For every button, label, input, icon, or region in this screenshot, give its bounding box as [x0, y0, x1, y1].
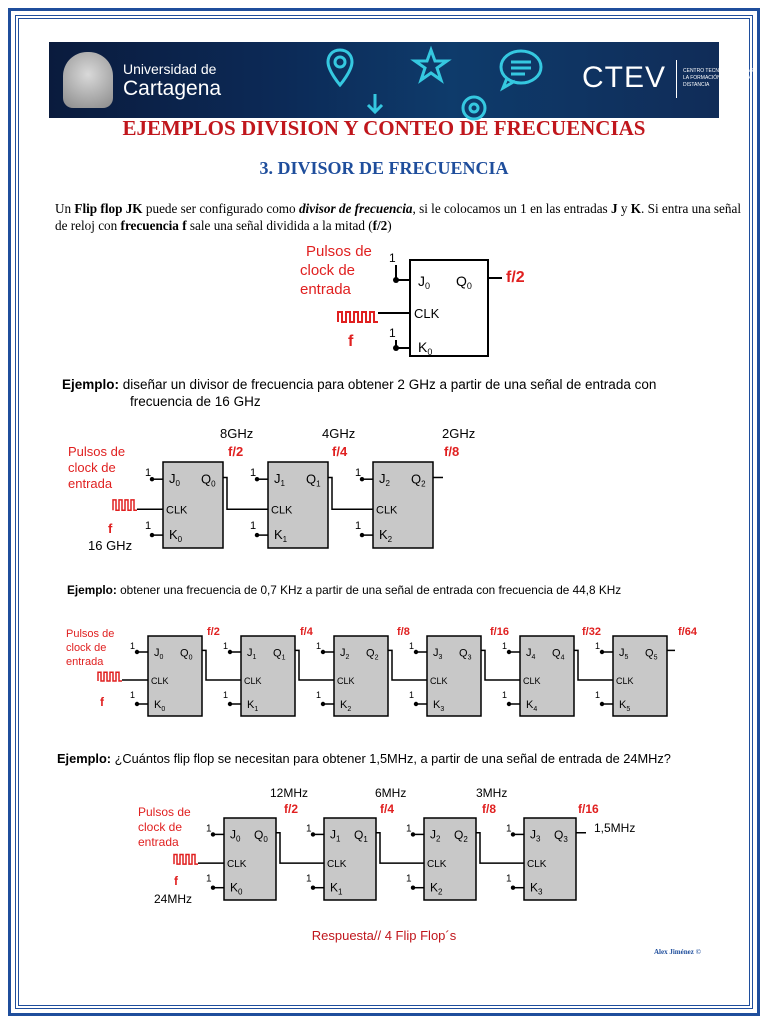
k-node-0 — [150, 533, 154, 537]
d1-k-label: $K_0$ — [418, 339, 433, 357]
j-label-1: $J_1$ — [274, 471, 285, 489]
diagram-3-ff-chain — [60, 420, 490, 560]
d2-ratio-2: f/8 — [444, 444, 460, 459]
d4-ratio-2: f/8 — [482, 802, 497, 816]
q-label-0: $Q_0$ — [201, 471, 216, 489]
author-credit: Alex Jiménez © — [654, 948, 701, 956]
d4-freq-in: 24MHz — [154, 892, 193, 906]
d3-input-label-3: entrada — [66, 656, 104, 668]
d2-ratio-0: f/2 — [228, 444, 244, 459]
d4-input-label-2: clock de — [138, 820, 183, 834]
k-node-1 — [228, 702, 232, 706]
j-label-2: $J_2$ — [340, 647, 350, 661]
j-label-0: $J_0$ — [169, 471, 180, 489]
d3-ratio-0: f/2 — [207, 626, 220, 638]
d2-input-label-3: entrada — [68, 476, 113, 491]
j-label-2: $J_2$ — [430, 827, 441, 844]
section-title: 3. DIVISOR DE FRECUENCIA — [259, 158, 509, 178]
j-node-5 — [600, 650, 604, 654]
d2-freq-2: 2GHz — [442, 426, 476, 441]
d3-ratio-1: f/4 — [300, 626, 313, 638]
clk-label-2: CLK — [427, 859, 447, 871]
q-label-5: $Q_5$ — [645, 647, 658, 662]
q-wire-0 — [202, 650, 241, 680]
k-node-2 — [360, 533, 364, 537]
j-one-0: 1 — [130, 641, 136, 651]
d3-f-label: f — [100, 695, 104, 709]
clk-label-3: CLK — [430, 676, 448, 686]
q-label-2: $Q_2$ — [366, 647, 379, 662]
d3-ratio-5: f/64 — [678, 626, 697, 638]
j-one-5: 1 — [595, 641, 601, 651]
d4-f-label: f — [174, 874, 178, 888]
j-one-1: 1 — [250, 467, 257, 480]
d4-input-label-1: Pulsos de — [138, 805, 191, 819]
answer-text: Respuesta// 4 Flip Flop´s — [311, 928, 457, 943]
d1-output-label: f/2 — [506, 269, 525, 286]
k-one-0: 1 — [145, 520, 152, 533]
j-node-4 — [507, 650, 511, 654]
star-icon — [413, 48, 449, 82]
k-label-1: $K_1$ — [247, 699, 259, 713]
clk-label-1: CLK — [327, 859, 347, 871]
j-label-4: $J_4$ — [526, 647, 536, 661]
ctev-subtitle: CENTRO TECNOLÓGICO PARA LA FORMACIÓN VIRTUAL Y A DISTANCIA — [683, 68, 757, 88]
k-one-0: 1 — [206, 873, 212, 885]
k-node-1 — [255, 533, 259, 537]
d4-freq-1: 6MHz — [375, 786, 407, 800]
university-name-line2: Cartagena — [123, 77, 222, 100]
d1-clock-wave — [338, 312, 378, 322]
k-node-0 — [211, 886, 215, 890]
d4-ratio-3: f/16 — [578, 802, 599, 816]
k-one-3: 1 — [409, 690, 415, 700]
ctev-logo: CTEV — [582, 61, 667, 94]
d1-input-label-1: Pulsos de — [306, 243, 372, 260]
k-node-0 — [135, 702, 139, 706]
j-label-1: $J_1$ — [330, 827, 341, 844]
d2-input-label-1: Pulsos de — [68, 444, 126, 459]
clk-label-2: CLK — [337, 676, 355, 686]
d1-input-label-3: entrada — [300, 281, 351, 298]
clk-label-0: CLK — [227, 859, 247, 871]
diagram-4-ff-chain — [130, 782, 650, 912]
example-2-text: Ejemplo: obtener una frecuencia de 0,7 KHz a partir de una señal de entrada con frecuencia de 44,8 KHz — [67, 583, 622, 597]
q-label-2: $Q_2$ — [411, 471, 426, 489]
j-label-0: $J_0$ — [154, 647, 164, 661]
d2-freq-0: 8GHz — [220, 426, 254, 441]
j-one-3: 1 — [409, 641, 415, 651]
q-label-2: $Q_2$ — [454, 827, 468, 844]
page-title: EJEMPLOS DIVISION Y CONTEO DE FRECUENCIAS — [122, 116, 646, 140]
k-one-1: 1 — [223, 690, 229, 700]
k-one-3: 1 — [506, 873, 512, 885]
k-label-1: $K_1$ — [330, 880, 343, 897]
chat-bubble-icon — [497, 48, 545, 92]
j-label-3: $J_3$ — [433, 647, 443, 661]
j-label-1: $J_1$ — [247, 647, 257, 661]
d1-one-j: 1 — [389, 251, 396, 265]
k-label-2: $K_2$ — [379, 527, 393, 545]
q-wire-0 — [223, 477, 268, 509]
d2-f-label: f — [108, 521, 113, 536]
intro-paragraph: Un Flip flop JK puede ser configurado como divisor de frecuencia, si le colocamos un 1 en las entradas J y K. Si entra una señal de reloj con frecuencia f sale una señal dividida a la mitad (f/2) — [55, 201, 742, 233]
q-wire-2 — [476, 833, 524, 863]
k-node-2 — [321, 702, 325, 706]
clk-label-1: CLK — [244, 676, 262, 686]
k-label-3: $K_3$ — [530, 880, 543, 897]
j-node-1 — [228, 650, 232, 654]
j-one-2: 1 — [355, 467, 362, 480]
j-one-1: 1 — [306, 823, 312, 835]
d1-clk-label: CLK — [414, 306, 440, 321]
k-node-3 — [511, 886, 515, 890]
university-name-line1: Universidad de — [123, 61, 217, 77]
k-one-1: 1 — [306, 873, 312, 885]
d2-input-label-2: clock de — [68, 460, 116, 475]
k-node-2 — [411, 886, 415, 890]
k-label-0: $K_0$ — [169, 527, 183, 545]
k-node-5 — [600, 702, 604, 706]
d4-freq-0: 12MHz — [270, 786, 309, 800]
q-wire-1 — [328, 477, 373, 509]
clock-wave — [113, 500, 137, 510]
diagram-6-ff-chain — [62, 620, 712, 720]
k-one-2: 1 — [355, 520, 362, 533]
k-label-0: $K_0$ — [154, 699, 166, 713]
clk-label-1: CLK — [271, 504, 293, 517]
q-label-3: $Q_3$ — [554, 827, 568, 844]
k-one-4: 1 — [502, 690, 508, 700]
j-one-0: 1 — [145, 467, 152, 480]
clk-label-4: CLK — [523, 676, 541, 686]
k-label-4: $K_4$ — [526, 699, 538, 713]
j-label-0: $J_0$ — [230, 827, 241, 844]
diagram-single-ff — [290, 240, 540, 360]
j-one-2: 1 — [316, 641, 322, 651]
j-one-3: 1 — [506, 823, 512, 835]
j-one-2: 1 — [406, 823, 412, 835]
d1-f-label: f — [348, 333, 354, 350]
k-one-0: 1 — [130, 690, 136, 700]
k-node-4 — [507, 702, 511, 706]
j-node-2 — [321, 650, 325, 654]
j-one-1: 1 — [223, 641, 229, 651]
clk-label-3: CLK — [527, 859, 547, 871]
d1-input-label-2: clock de — [300, 262, 356, 279]
clk-label-5: CLK — [616, 676, 634, 686]
j-one-4: 1 — [502, 641, 508, 651]
d3-ratio-4: f/32 — [582, 626, 601, 638]
k-label-1: $K_1$ — [274, 527, 288, 545]
k-one-1: 1 — [250, 520, 257, 533]
logo-divider — [676, 60, 677, 98]
d3-input-label-2: clock de — [66, 642, 107, 654]
d3-ratio-2: f/8 — [397, 626, 410, 638]
clock-wave — [98, 672, 122, 681]
download-icon — [365, 92, 385, 118]
q-wire-4 — [574, 650, 613, 680]
d4-input-label-3: entrada — [138, 835, 179, 849]
university-seal-icon — [63, 52, 113, 108]
k-node-3 — [414, 702, 418, 706]
d4-freq-2: 3MHz — [476, 786, 508, 800]
d2-ratio-1: f/4 — [332, 444, 348, 459]
d3-input-label-1: Pulsos de — [66, 628, 115, 640]
q-label-0: $Q_0$ — [180, 647, 193, 662]
k-node-1 — [311, 886, 315, 890]
q-label-0: $Q_0$ — [254, 827, 268, 844]
q-wire-1 — [295, 650, 334, 680]
d1-q-label: $Q_0$ — [456, 273, 472, 291]
q-label-1: $Q_1$ — [273, 647, 286, 662]
d3-ratio-3: f/16 — [490, 626, 509, 638]
example-1-text: Ejemplo: diseñar un divisor de frecuencia para obtener 2 GHz a partir de una señal de entrada con frecuencia de 16 GHz — [62, 377, 657, 409]
j-one-0: 1 — [206, 823, 212, 835]
clk-label-2: CLK — [376, 504, 398, 517]
location-pin-icon — [325, 48, 355, 88]
q-label-3: $Q_3$ — [459, 647, 472, 662]
j-node-0 — [135, 650, 139, 654]
k-label-0: $K_0$ — [230, 880, 243, 897]
j-node-3 — [414, 650, 418, 654]
q-label-4: $Q_4$ — [552, 647, 565, 662]
q-wire-2 — [388, 650, 427, 680]
d4-final-out: 1,5MHz — [594, 821, 636, 835]
header-banner — [49, 42, 757, 118]
clk-label-0: CLK — [151, 676, 169, 686]
k-label-2: $K_2$ — [430, 880, 443, 897]
q-wire-0 — [276, 833, 324, 863]
d2-freq-in: 16 GHz — [88, 538, 133, 553]
k-one-2: 1 — [406, 873, 412, 885]
k-one-2: 1 — [316, 690, 322, 700]
k-label-2: $K_2$ — [340, 699, 352, 713]
d2-freq-1: 4GHz — [322, 426, 356, 441]
q-wire-3 — [481, 650, 520, 680]
k-label-5: $K_5$ — [619, 699, 631, 713]
d4-ratio-1: f/4 — [380, 802, 395, 816]
k-label-3: $K_3$ — [433, 699, 445, 713]
d4-ratio-0: f/2 — [284, 802, 299, 816]
j-label-3: $J_3$ — [530, 827, 541, 844]
j-label-2: $J_2$ — [379, 471, 390, 489]
d1-j-label: $J_0$ — [418, 273, 431, 291]
d1-one-k: 1 — [389, 326, 396, 340]
q-label-1: $Q_1$ — [306, 471, 321, 489]
example-3-text: Ejemplo: ¿Cuántos flip flop se necesitan para obtener 1,5MHz, a partir de una señal de entrada de 24MHz? — [57, 751, 671, 766]
q-label-1: $Q_1$ — [354, 827, 368, 844]
k-one-5: 1 — [595, 690, 601, 700]
clock-wave — [174, 855, 198, 865]
q-wire-1 — [376, 833, 424, 863]
clk-label-0: CLK — [166, 504, 188, 517]
j-label-5: $J_5$ — [619, 647, 629, 661]
